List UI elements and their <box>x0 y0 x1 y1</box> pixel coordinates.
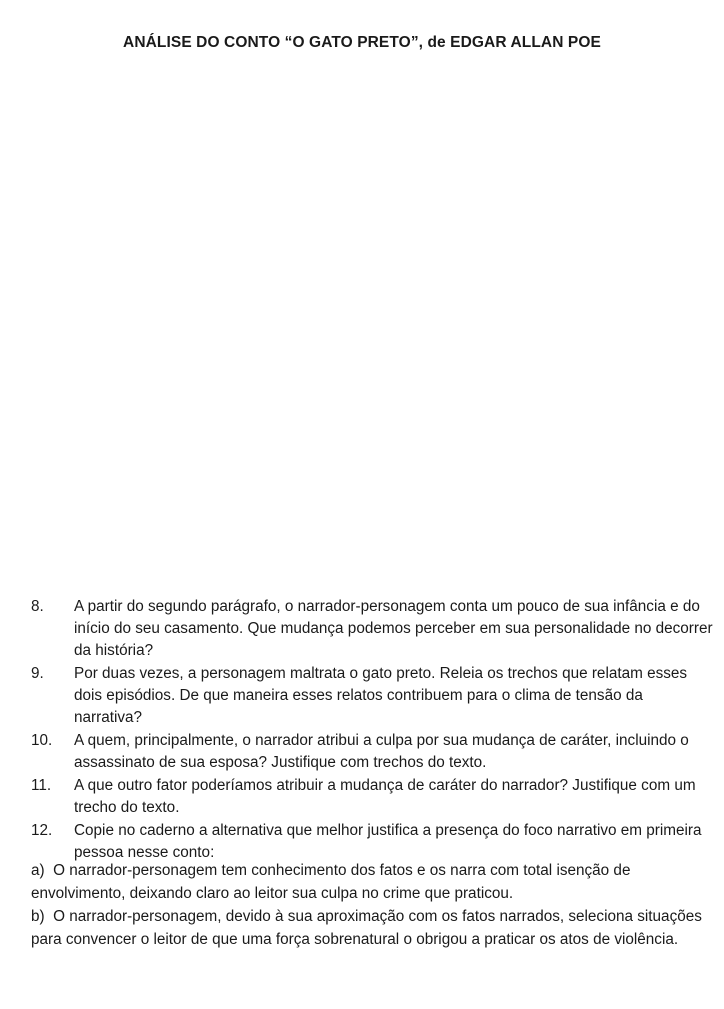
question-number: 9. <box>31 665 44 682</box>
answer-options <box>0 860 724 952</box>
question-item <box>0 663 724 729</box>
question-text: A que outro fator poderíamos atribuir a mudança de caráter do narrador? Justifique com um trecho do texto. <box>74 777 696 816</box>
question-item <box>0 820 724 864</box>
question-list <box>0 596 724 865</box>
question-number: 12. <box>31 822 53 839</box>
question-text: Copie no caderno a alternativa que melhor justifica a presença do foco narrativo em primeira pessoa nesse conto: <box>74 822 702 861</box>
option-text: O narrador-personagem tem conhecimento dos fatos e os narra com total isenção de envolvimento, deixando claro ao leitor sua culpa no crime que praticou. <box>31 862 631 902</box>
answer-option <box>0 860 724 905</box>
blank-text-area <box>20 70 710 580</box>
option-text: O narrador-personagem, devido à sua aproximação com os fatos narrados, seleciona situações para convencer o leitor de que uma força sobrenatural o obrigou a praticar os atos de violência. <box>31 908 702 948</box>
question-text: A quem, principalmente, o narrador atribui a culpa por sua mudança de caráter, incluindo o assassinato de sua esposa? Justifique com trechos do texto. <box>74 732 689 771</box>
option-letter: a) <box>31 862 45 879</box>
question-item <box>0 596 724 662</box>
question-text: A partir do segundo parágrafo, o narrador-personagem conta um pouco de sua infância e do início do seu casamento. Que mudança podemos perceber em sua personalidade no decorrer da história? <box>74 598 713 659</box>
option-letter: b) <box>31 908 45 925</box>
answer-option <box>0 906 724 951</box>
document-title: ANÁLISE DO CONTO “O GATO PRETO”, de EDGAR ALLAN POE <box>123 34 601 51</box>
question-item <box>0 730 724 774</box>
question-number: 10. <box>31 732 53 749</box>
question-number: 11. <box>31 777 52 794</box>
question-text: Por duas vezes, a personagem maltrata o gato preto. Releia os trechos que relatam esses dois episódios. De que maneira esses relatos contribuem para o clima de tensão da narrativa? <box>74 665 688 726</box>
question-item <box>0 775 724 819</box>
question-number: 8. <box>31 598 44 615</box>
